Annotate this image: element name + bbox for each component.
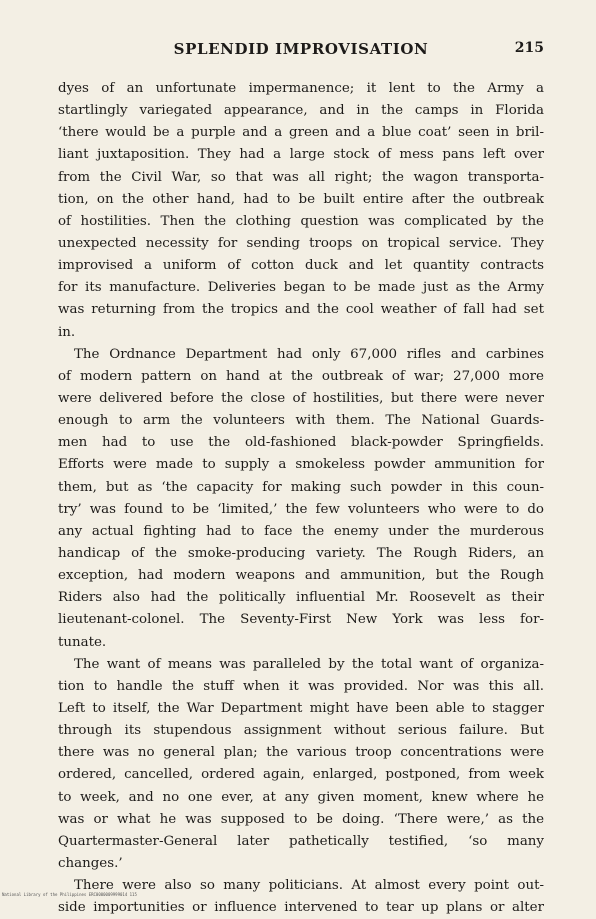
text-line: ‘there would be a purple and a green and a blue coat’ seen in bril-: [58, 125, 544, 141]
text-line: dyes of an unfortunate impermanence; it lent to the Army a: [58, 81, 544, 96]
text-line: Efforts were made to supply a smokeless powder ammunition for: [58, 457, 544, 473]
text-line: There were also so many politicians. At almost every point out-: [74, 878, 544, 894]
text-line: of modern pattern on hand at the outbreak of war; 27,000 more: [58, 368, 544, 384]
text-line: was or what he was supposed to be doing. ‘There were,’ as the: [58, 811, 544, 827]
text-line: to week, and no one ever, at any given moment, knew where he: [58, 789, 544, 805]
text-line: tion to handle the stuff when it was provided. Nor was this all.: [58, 678, 544, 694]
text-line: enough to arm the volunteers with them. The National Guards-: [58, 413, 544, 429]
text-line: Quartermaster-General later pathetically testified, ‘so many: [58, 833, 544, 849]
text-line: Riders also had the politically influential Mr. Roosevelt as their: [58, 590, 544, 606]
text-line: from the Civil War, so that was all right; the wagon transporta-: [58, 169, 544, 185]
text-line: tion, on the other hand, had to be built entire after the outbreak: [58, 191, 544, 207]
text-line: through its stupendous assignment without serious failure. But: [58, 723, 544, 739]
text-line: handicap of the smoke-producing variety. The Rough Riders, an: [58, 545, 544, 561]
library-stamp: National Library of the Philippines ERC0000009999014 115: [2, 892, 137, 897]
text-line: side importunities or influence intervened to tear up plans or alter: [58, 900, 544, 916]
text-line: men had to use the old-fashioned black-powder Springfields.: [58, 435, 544, 451]
page-number: 215: [514, 40, 544, 56]
text-line: in.: [58, 324, 76, 340]
text-line: were delivered before the close of hostilities, but there were never: [58, 390, 544, 406]
text-line: liant juxtaposition. They had a large stock of mess pans left over: [58, 147, 544, 163]
text-line: changes.’: [58, 855, 123, 871]
text-line: was returning from the tropics and the cool weather of fall had set: [58, 302, 544, 318]
text-line: of hostilities. Then the clothing question was complicated by the: [58, 213, 544, 229]
text-line: try’ was found to be ‘limited,’ the few volunteers who were to do: [58, 501, 544, 517]
text-line: for its manufacture. Deliveries began to be made just as the Army: [58, 280, 544, 296]
text-line: unexpected necessity for sending troops on tropical service. They: [58, 235, 544, 251]
running-head: SPLENDID IMPROVISATION: [173, 40, 429, 58]
text-line: ordered, cancelled, ordered again, enlarged, postponed, from week: [58, 767, 544, 783]
text-line: startlingly variegated appearance, and in the camps in Florida: [58, 103, 544, 119]
text-line: there was no general plan; the various troop concentrations were: [58, 745, 544, 761]
body-text: [58, 78, 544, 919]
text-line: tunate.: [58, 634, 107, 650]
text-line: lieutenant-colonel. The Seventy-First New York was less for-: [58, 612, 544, 628]
text-line: Left to itself, the War Department might have been able to stagger: [58, 700, 544, 716]
text-line: exception, had modern weapons and ammunition, but the Rough: [58, 568, 544, 584]
text-line: any actual fighting had to face the enemy under the murderous: [58, 523, 544, 539]
text-line: improvised a uniform of cotton duck and let quantity contracts: [58, 258, 544, 274]
text-line: The want of means was paralleled by the total want of organiza-: [74, 656, 544, 672]
text-line: them, but as ‘the capacity for making such powder in this coun-: [58, 479, 544, 495]
text-line: The Ordnance Department had only 67,000 rifles and carbines: [74, 346, 544, 362]
page-header: [58, 40, 544, 64]
